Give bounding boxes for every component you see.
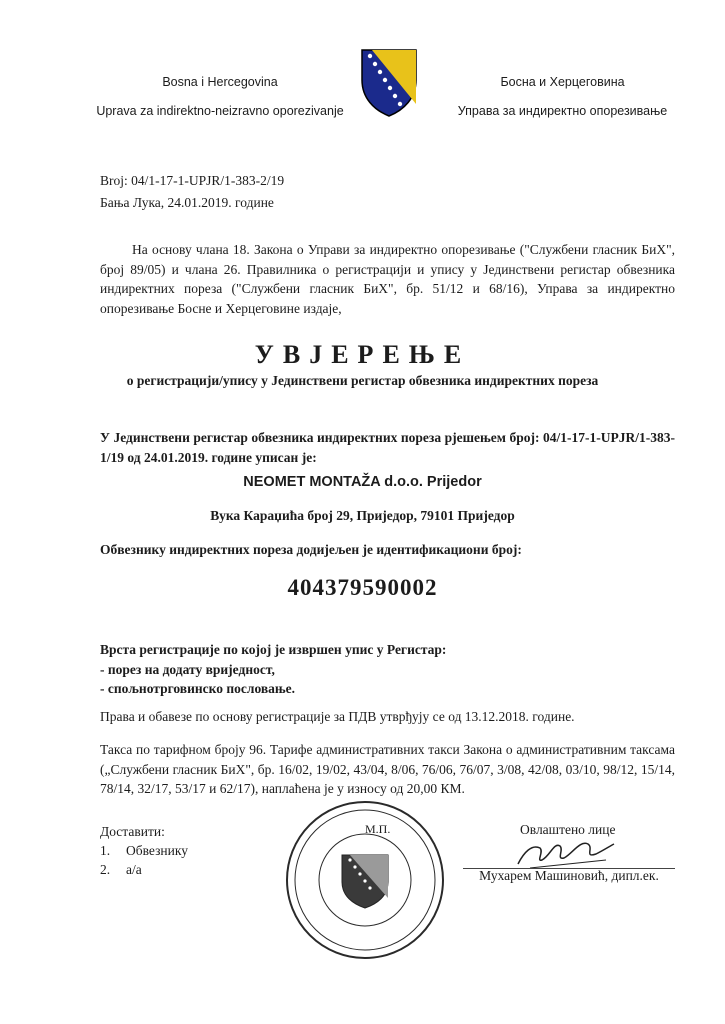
fee-paragraph: Такса по тарифном броју 96. Тарифе административних такси Закона о административним таксама („Службени гласник БиХ", бр. 16/02, 19/02, 43/04, 8/06, 76/06, 76/07, 3/08, 42/08, 03/10, 98/12, 15/14, 78/14, 32/17, 53/17 и 62/17), наплаћена је у износу од 20,00 КМ. xyxy=(100,742,675,796)
header-left-authority: Uprava za indirektno-neizravno oporezivanje xyxy=(96,104,344,118)
reference-number: Broj: 04/1-17-1-UPJR/1-383-2/19 xyxy=(100,173,285,188)
authorized-name: Мухарем Машиновић, дипл.ек. xyxy=(479,868,659,883)
registration-statement: У Јединствени регистар обвезника индиректних пореза рјешењем број: 04/1-17-1-UPJR/1-383-1/19 од 24.01.2019. године уписан је: xyxy=(100,430,675,465)
header-right-country: Босна и Херцеговина xyxy=(500,75,625,89)
vat-rights: Права и обавезе по основу регистрације за ПДВ утврђују се од 13.12.2018. године. xyxy=(100,709,575,724)
type-item: - спољнотрговинско пословање. xyxy=(100,681,296,696)
header-right-authority: Управа за индиректно опорезивање xyxy=(457,104,668,118)
types-heading: Врста регистрације по којој је извршен упис у Регистар: xyxy=(100,642,447,657)
reference-block xyxy=(100,170,284,214)
document-subtitle: о регистрацији/упису у Јединствени регистар обвезника индиректних пореза xyxy=(126,373,599,388)
identification-number: 404379590002 xyxy=(287,575,438,600)
delivery-item: 2. а/а xyxy=(100,862,142,877)
coat-of-arms-icon xyxy=(358,46,420,118)
stamp-mark: М.П. xyxy=(365,822,391,836)
document-title: УВЈЕРЕЊЕ xyxy=(254,340,471,369)
type-item: - порез на додату вриједност, xyxy=(100,661,275,677)
header-left-country: Bosna i Hercegovina xyxy=(162,75,278,89)
header-right xyxy=(445,68,680,126)
intro-paragraph xyxy=(100,240,675,318)
header-left xyxy=(95,68,345,126)
delivery-list xyxy=(100,822,188,879)
registration-types xyxy=(100,640,675,699)
authorized-label: Овлаштено лице xyxy=(520,822,616,837)
delivery-heading: Доставити: xyxy=(100,824,165,839)
id-statement: Обвезнику индиректних пореза додијељен је идентификациони број: xyxy=(100,542,522,557)
company-address: Вука Караџића број 29, Приједор, 79101 Приједор xyxy=(210,508,515,523)
company-name: NEOMET MONTAŽA d.o.o. Prijedor xyxy=(243,474,482,490)
intro-text: На основу члана 18. Закона о Управи за индиректно опорезивање ("Службени гласник БиХ", број 89/05) и члана 26. Правилника о регистрацији и упису у Јединствени регистар обвезника индиректних пореза ("Службени гласник БиХ", бр. 51/12 и 68/16), Управа за индиректно опорезивање Босне и Херцеговине издаје, xyxy=(100,242,675,316)
delivery-item: 1. Обвезнику xyxy=(100,843,188,858)
place-date: Бања Лука, 24.01.2019. године xyxy=(100,195,274,210)
official-stamp xyxy=(280,790,450,970)
